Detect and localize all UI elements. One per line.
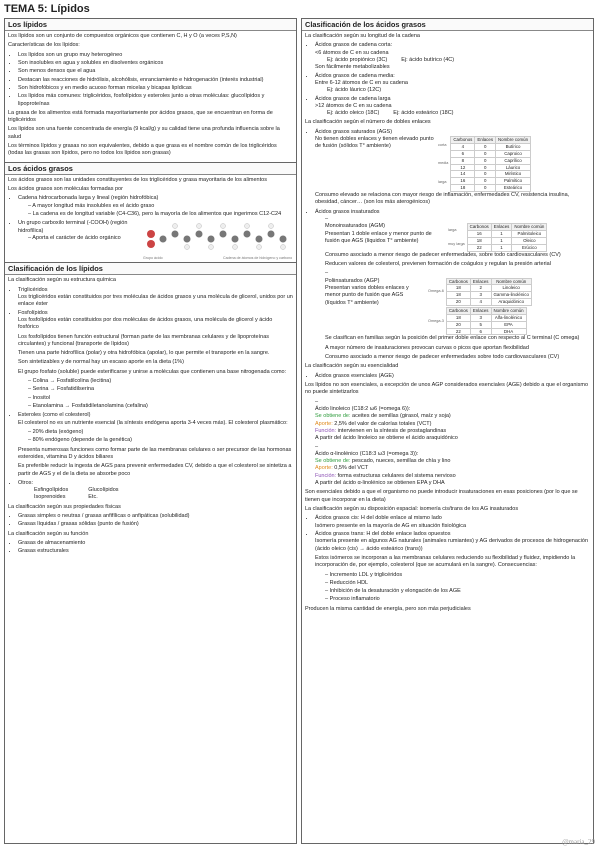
list-item (315, 531, 590, 604)
table-cell: 4 (470, 299, 491, 306)
table-label: Omega-3 (428, 318, 444, 323)
section-title: Los lípidos (5, 19, 296, 31)
item-title: • Triglicéridos (18, 286, 48, 293)
sublist-item: – 80% endógeno (depende de la genética) (28, 437, 293, 444)
structure-list (8, 195, 293, 218)
sublist-item (325, 216, 590, 268)
item-text: Producen la misma cantidad de energía, pero son más perjudiciales (305, 605, 471, 612)
physical-list (8, 513, 293, 529)
section-body (5, 275, 296, 559)
item-title: • Ácidos grasos cis: H del doble enlace al mismo lado (315, 515, 442, 522)
table-header-row (451, 137, 531, 144)
detail-label: Aporte: (315, 465, 333, 472)
list-item (18, 480, 293, 502)
subheading: La clasificación según su esencialidad (305, 363, 399, 370)
watermark: @maria_29 (562, 838, 595, 846)
list-item: • Los lípidos son un grupo muy heterogéneo (18, 52, 293, 59)
sublist-item: – Reducción HDL (325, 580, 590, 587)
list-item (315, 73, 590, 95)
table-cell: 6 (451, 150, 475, 157)
item-title: • Fosfolípidos (18, 309, 48, 316)
item-title: • Ácidos grasos saturados (AGS) (315, 128, 393, 135)
item-title: • Ácidos grasos trans: H del doble enlace lados opuestos (315, 530, 451, 537)
table-header: Nombre común (491, 308, 526, 315)
list-item: • Destacan las reacciones de hidrólisis, alcohólisis, enranciamiento e hidrogenación (interés industrial) (18, 77, 293, 84)
table-cell: 0 (475, 171, 496, 178)
length-list (305, 42, 590, 117)
item-title: • Otros: (18, 479, 33, 486)
examples-row (315, 110, 590, 117)
table-row (451, 185, 531, 192)
list-item (18, 220, 140, 242)
left-column (4, 18, 297, 844)
mono-table (467, 223, 548, 251)
fatty-acid-molecule-image (143, 220, 293, 260)
table-cell: Butírico (496, 143, 531, 150)
table-header-row (467, 224, 547, 231)
sublist-item: – Proceso inflamatorio (325, 596, 590, 603)
table-header: Carbonos (446, 278, 470, 285)
sublist-item: – La cadena es de longitud variable (C4-C36), pero la mayoría de los alimentos que ingerimos C12-C24 (28, 211, 293, 218)
list-item (18, 287, 293, 309)
table-cell: 18 (451, 185, 475, 192)
table-cell: 12 (451, 164, 475, 171)
paragraph: Los lípidos son un conjunto de compuestos orgánicos que contienen C, H y O (a veces P,S,N) (8, 33, 237, 39)
table-row (446, 292, 531, 299)
table-header: Carbonos (467, 224, 491, 231)
table-cell: 0 (475, 157, 496, 164)
list-item: • Grasas líquidas / grasas sólidas (punto de fusión) (18, 521, 293, 528)
paragraph: La grasa de los alimentos está formada mayoritariamente por ácidos grasos, que se encuentran en forma de triglicéridos (8, 109, 273, 124)
table-cell: 0 (475, 150, 496, 157)
poli-text (325, 278, 425, 307)
table-cell: 0 (475, 185, 496, 192)
table-cell: 14 (451, 171, 475, 178)
table-cell: Mirístico (496, 171, 531, 178)
detail-line: A partir del ácido linoleico se obtiene el ácido araquidónico (315, 435, 458, 442)
table-cell: 8 (451, 157, 475, 164)
saturated-table-wrap (438, 136, 531, 192)
subheading: La clasificación según su estructura química (8, 277, 116, 284)
table-cell: 18 (446, 285, 470, 292)
examples-row (315, 57, 590, 64)
item-text: El colesterol no es un nutriente esencial (la síntesis endógena aporta 3-4 veces más). El colesterol plasmático: (18, 419, 288, 426)
item-text: Los lípidos no son esenciales, a excepción de unos AGP considerados esenciales (AGE) debido a que el organismo no puede sintetizarlos (305, 382, 589, 396)
detail-line (315, 458, 590, 465)
subheading: La clasificación según sus propiedades físicas (8, 503, 121, 510)
other-item: Glucolípidos (88, 487, 119, 494)
table-cell: 18 (446, 292, 470, 299)
table-header: Enlaces (475, 137, 496, 144)
side-label: corta (438, 142, 447, 147)
detail-label: Se obtiene de: (315, 413, 351, 420)
table-cell: Alfa-linolénico (491, 314, 526, 321)
others-grid (18, 487, 293, 502)
sublist-item: – Etanolamina → Fosfatidiletanolamina (cefalina) (28, 403, 293, 410)
omega3-table (446, 307, 527, 335)
sublist (18, 429, 293, 445)
example: Ej: ácido butírico (4C) (401, 56, 455, 63)
side-label: larga (448, 227, 457, 232)
saturated-table (450, 136, 531, 192)
detail-line (315, 413, 590, 420)
item-text: Son fácilmente metabolizables (315, 64, 390, 71)
item-title: – Ácido linoleico (C18:2 ω6 (=omega 6)): (315, 405, 411, 412)
detail-text: 0,5% del VCT (334, 465, 369, 472)
essential-list (305, 373, 590, 380)
list-item (315, 209, 590, 362)
sublist (315, 216, 590, 362)
item-title: • Esteroles (como el colesterol) (18, 412, 91, 419)
poli-tables (428, 278, 532, 336)
sublist-item (325, 270, 590, 361)
detail-text: aceites de semillas (girasol, maíz y soja) (352, 413, 451, 420)
item-text: Reducen valores de colesterol, previenen formación de coágulos y regulan la presión arterial (325, 260, 551, 267)
table-header: Carbonos (446, 308, 470, 315)
table-row (446, 328, 526, 335)
item-text: No tienen dobles enlaces y tienen elevado punto de fusión (sólidos T° ambiente) (315, 136, 434, 150)
list-item: • Son insolubles en agua y solubles en disolventes orgánicos (18, 60, 293, 67)
table-header: Enlaces (470, 278, 491, 285)
table-cell: Araquidónico (491, 299, 531, 306)
list-item: • Son menos densos que el agua (18, 68, 293, 75)
table-cell: 22 (446, 328, 470, 335)
list-item (315, 373, 590, 380)
table-row (451, 150, 531, 157)
item-text: Estos isómeros se incorporan a las membranas celulares reduciendo su flexibilidad y fluidez, impidiendo la incorporación de, por ejemplo, colesterol (que se acumulará en la sangre). Consecuencias: (315, 554, 576, 569)
table-cell: 18 (446, 314, 470, 321)
table-header: Nombre común (512, 224, 547, 231)
list-item-text: Un grupo carboxilo terminal (-COOH) (región hidrofílica) (18, 220, 128, 234)
sublist (18, 378, 293, 410)
detail-line (315, 428, 590, 435)
section-body (302, 31, 593, 617)
sublist-item: – Colina → Fosfatilcolina (lecitina) (28, 378, 293, 385)
table-row (446, 299, 531, 306)
sublist (18, 235, 140, 242)
table-cell: Caprílico (496, 157, 531, 164)
item-title: – Ácido α-linolénico (C18:3 ω3 (=omega 3)): (315, 450, 419, 457)
table-cell: 0 (475, 178, 496, 185)
list-item: • Grasas estructurales (18, 548, 293, 555)
table-row (451, 143, 531, 150)
table-cell: Caproico (496, 150, 531, 157)
item-text: A mayor número de insaturaciones provocan curvas o picos que aportan flexibilidad (325, 344, 529, 351)
list-item (18, 412, 293, 478)
structure-classes (8, 287, 293, 502)
table-header-row (446, 308, 526, 315)
sublist-item: – Inhibición de la desaturación y elongación de los AGE (325, 588, 590, 595)
table-row (467, 244, 547, 251)
table-cell: Gamma-linolénico (491, 292, 531, 299)
mono-text (325, 223, 445, 245)
sublist (18, 203, 293, 219)
item-text: Isomería presente en algunos AG naturales (animales rumiantes) y AG derivados de procesos de hidrogenación (ácido oleico (cis) → ácido esteárico (trans)) (315, 538, 589, 552)
list-item (315, 42, 590, 71)
table-cell: 4 (451, 143, 475, 150)
item-title: • Ácidos grasos de cadena corta: (315, 42, 393, 49)
detail-line (315, 465, 590, 472)
paragraph: Los términos lípidos y grasas no son equivalentes, debido a que grasa es el nombre común de los triglicéridos (todas las grasas son lípidos, pero no todos los lípidos son grasas) (8, 143, 277, 157)
list-item (315, 96, 590, 118)
item-text: Los fosfolípidos están constituidos por dos moléculas de ácidos grasos, una molécula de glicerol y ácido fosfórico (18, 316, 273, 331)
function-list (8, 540, 293, 556)
table-cell: 0 (475, 143, 496, 150)
table-row (446, 314, 526, 321)
table-side-labels (438, 136, 448, 192)
paragraph: Características de los lípidos: (8, 42, 80, 49)
table-cell: 1 (491, 237, 512, 244)
item-text: Tienen una parte hidrofílica (polar) y otra hidrofóbica (apolar), lo que permite el transporte en la sangre. (18, 350, 270, 357)
omega3-table-wrap (428, 307, 532, 335)
omega6-table (446, 278, 532, 306)
essential-sublist (305, 399, 590, 488)
detail-text: 2,5% del valor de calorías totales (VCT) (334, 420, 432, 427)
item-text: Se clasifican en familias según la posición del primer doble enlace con respecto al C terminal (C omega) (325, 335, 580, 342)
item-text: Presenta numerosas funciones como formar parte de las membranas celulares o ser precursor de las hormonas esteroides, vitamina D y ácidos biliares (18, 446, 292, 460)
item-text: Son esenciales debido a que el organismo no puede introducir insaturaciones en esas posiciones (por lo que se tienen que incorporar en la dieta) (305, 489, 578, 503)
table-header: Enlaces (470, 308, 491, 315)
side-label: muy larga (448, 241, 465, 246)
section-clasificacion-lipidos (5, 263, 296, 559)
table-header: Nombre común (491, 278, 531, 285)
section-clasificacion-acidos (302, 19, 593, 617)
omega6-table-wrap (428, 278, 532, 306)
table-cell: EPA (491, 321, 526, 328)
item-title: • Ácidos grasos de cadena larga (315, 95, 391, 102)
sublist-item: – A mayor longitud más insolubles es el ácido graso (28, 203, 293, 210)
list-item: • Grasas de almacenamiento (18, 540, 293, 547)
section-body (5, 175, 296, 263)
item-text: Consumo asociado a menor riesgo de padecer enfermedades sobre todo cardiovasculares (CV) (325, 354, 560, 361)
item-text: <6 átomos de C en su cadena (315, 49, 389, 56)
table-cell: 0 (475, 164, 496, 171)
item-title: – Monoinsaturados (AGM) (325, 223, 385, 230)
item-title: • Ácidos grasos insaturados (315, 208, 380, 215)
subheading: La clasificación según su longitud de la cadena (305, 33, 420, 39)
table-cell: 2 (470, 285, 491, 292)
subheading: La clasificación según el número de dobles enlaces (305, 119, 431, 126)
table-cell: 20 (446, 321, 470, 328)
paragraph: Los lípidos son una fuente concentrada de energía (9 kcal/g) y su calidad tiene una profunda influencia sobre la salud (8, 126, 280, 140)
other-item: Isoprenoides (34, 494, 66, 501)
table-cell: 3 (470, 292, 491, 299)
item-text: Presentan varios dobles enlaces y menor punto de fusión que AGS (líquidos T° ambiente) (325, 284, 409, 306)
table-row (451, 171, 531, 178)
list-item: • Los lípidos más comunes: triglicéridos, fosfolípidos y esteroles junto a otras moléculas: glucolípidos y lipoproteínas (18, 93, 293, 108)
table-cell: Láurico (496, 164, 531, 171)
table-cell: Linoleico (491, 285, 531, 292)
table-header: Nombre común (496, 137, 531, 144)
subheading: La clasificación según su función (8, 530, 89, 537)
carboxyl-row (8, 220, 293, 260)
other-item: Etc. (88, 494, 98, 501)
sublist-item (315, 444, 590, 488)
list-item (18, 195, 293, 218)
example: Ej: ácido propiónico (3C) (327, 56, 388, 63)
detail-text: intervienen en la síntesis de prostaglandinas (337, 427, 447, 434)
section-title: Clasificación de los ácidos grasos (302, 19, 593, 31)
section-title: Los ácidos grasos (5, 163, 296, 175)
table-cell: 6 (470, 328, 491, 335)
item-text: Los fosfolípidos tienen función estructural (forman parte de las membranas celulares y de lipoproteínas circulantes) y funcional (transporte de lípidos) (18, 333, 269, 347)
section-body (5, 31, 296, 162)
bonds-list (305, 129, 590, 362)
image-label: Cadena de átomos de hidrógeno y carbono (223, 255, 293, 260)
saturated-text (315, 136, 435, 153)
table-cell: 5 (470, 321, 491, 328)
table-row (451, 178, 531, 185)
poli-row (325, 278, 590, 336)
item-text: Es preferible reducir la ingesta de AGS para prevenir enfermedades CV, debido a que el colesterol se sintetiza a partir de AGS y el de la dieta se absorbe poco (18, 463, 292, 477)
list-item-text: Cadena hidrocarbonada larga y lineal (región hidrofóbica) (18, 195, 159, 202)
sublist-item: – Incremento LDL y triglicéridos (325, 572, 590, 579)
table-cell: Erúcico (512, 244, 547, 251)
table-cell: Palmítico (496, 178, 531, 185)
sublist-item: – Serina → Fosfatidilserina (28, 386, 293, 393)
item-text: Son sintetizables y de normal hay un escaso aporte en la dieta (1%) (18, 359, 185, 366)
list-item (18, 310, 293, 411)
table-header: Enlaces (491, 224, 512, 231)
table-cell: Palmitoleico (512, 231, 547, 238)
table-cell: 16 (451, 178, 475, 185)
paragraph: Los ácidos grasos son moléculas formadas por (8, 186, 123, 192)
saturated-row (315, 136, 590, 192)
table-cell: 3 (470, 314, 491, 321)
subheading: La clasificación según su disposición espacial: isomería cis/trans de los AG insaturados (305, 506, 519, 512)
sublist-item (315, 399, 590, 443)
table-row (467, 237, 547, 244)
right-column (301, 18, 594, 844)
table-row (451, 157, 531, 164)
side-label: larga (438, 180, 447, 185)
section-lipidos (5, 19, 296, 163)
item-text: Consumo elevado se relaciona con mayor riesgo de inflamación, enfermedades CV, resistencia insulina, obesidad, cáncer… (son los más aterogénicos) (315, 191, 570, 206)
image-label: Grupo ácido (143, 255, 163, 260)
detail-text: forma estructuras celulares del sistema nervioso (337, 472, 456, 479)
table-cell: Esteárico (496, 185, 531, 192)
table-row (451, 164, 531, 171)
table-cell: 20 (446, 299, 470, 306)
item-title: • Ácidos grasos de cadena media: (315, 72, 395, 79)
table-row (446, 321, 526, 328)
side-label: media (438, 161, 449, 166)
detail-label: Función: (315, 472, 337, 479)
sublist-item: – Inositol (28, 395, 293, 402)
example: Ej: ácido oleico (18C) (327, 110, 380, 117)
paragraph: Los ácidos grasos son las unidades constituyentes de los triglicéridos y grasa mayoritaria de los alimentos (8, 176, 267, 183)
list-item (315, 129, 590, 207)
table-cell: DHA (491, 328, 526, 335)
detail-text: pescado, nueces, semillas de chía y lino (352, 458, 451, 465)
section-title: Clasificación de los lípidos (5, 263, 296, 275)
detail-label: Se obtiene de: (315, 458, 351, 465)
item-text: Consumo asociado a menor riesgo de padecer enfermedades, sobre todo cardiovasculares (CV) (325, 251, 561, 258)
page-title: TEMA 5: Lípidos (4, 3, 90, 15)
detail-line: A partir del ácido α-linolénico se obtienen EPA y DHA (315, 480, 445, 487)
sublist (315, 572, 590, 604)
table-cell: 16 (467, 231, 491, 238)
sublist-item: – Aporta el carácter de ácido orgánico (28, 235, 140, 242)
mono-table-wrap (448, 223, 547, 251)
table-row (467, 231, 547, 238)
sublist-item: – 20% dieta (exógeno) (28, 429, 293, 436)
item-text: Los triglicéridos están constituidos por tres moléculas de ácidos grasos y una molécula de glicerol, unidos por un enlace éster (18, 293, 293, 308)
detail-label: Aporte: (315, 420, 333, 427)
table-cell: 1 (491, 231, 512, 238)
example: Ej: ácido láurico (12C) (327, 87, 382, 94)
list-item: • Son hidrofóbicos y en medio acuoso forman micelas y bicapas lipídicas (18, 85, 293, 92)
example: Ej: ácido esteárico (18C) (393, 110, 454, 117)
table-cell: 1 (491, 244, 512, 251)
detail-label: Función: (315, 427, 337, 434)
molecule-chain-icon (143, 220, 293, 252)
list-item: • Grasas simples o neutras / grasas anfifílicas o anfipáticas (solubilidad) (18, 513, 293, 520)
item-title: • Ácidos grasos esenciales (AGE) (315, 372, 394, 379)
isomer-list (305, 515, 590, 603)
table-header: Carbonos (451, 137, 475, 144)
mono-row (325, 223, 590, 251)
detail-line (315, 421, 590, 428)
table-side-labels (448, 223, 465, 251)
table-cell: 22 (467, 244, 491, 251)
table-cell: 18 (467, 237, 491, 244)
other-item: Esfingolípidos (34, 487, 69, 494)
characteristics-list (8, 52, 293, 108)
table-label: Omega-6 (428, 289, 444, 294)
section-acidos-grasos (5, 163, 296, 264)
item-text: Isómero presente en la mayoría de AG en situación fisiológica (315, 522, 467, 529)
item-text: El grupo fosfato (soluble) puede esterificarse y unirse a moléculas que contienen una base nitrogenada como: (18, 368, 287, 375)
carboxyl-list (8, 220, 140, 244)
detail-line (315, 473, 590, 480)
item-title: – Poliinsaturados (AGP) (325, 277, 380, 284)
item-text: >12 átomos de C en su cadena (315, 102, 392, 109)
table-cell: Oleico (512, 237, 547, 244)
table-header-row (446, 278, 531, 285)
item-text: Entre 6-12 átomos de C en su cadena (315, 79, 408, 86)
table-row (446, 285, 531, 292)
list-item (315, 515, 590, 530)
item-text: Presentan 1 doble enlace y menor punto de fusión que AGS (líquidos T° ambiente) (325, 230, 432, 244)
